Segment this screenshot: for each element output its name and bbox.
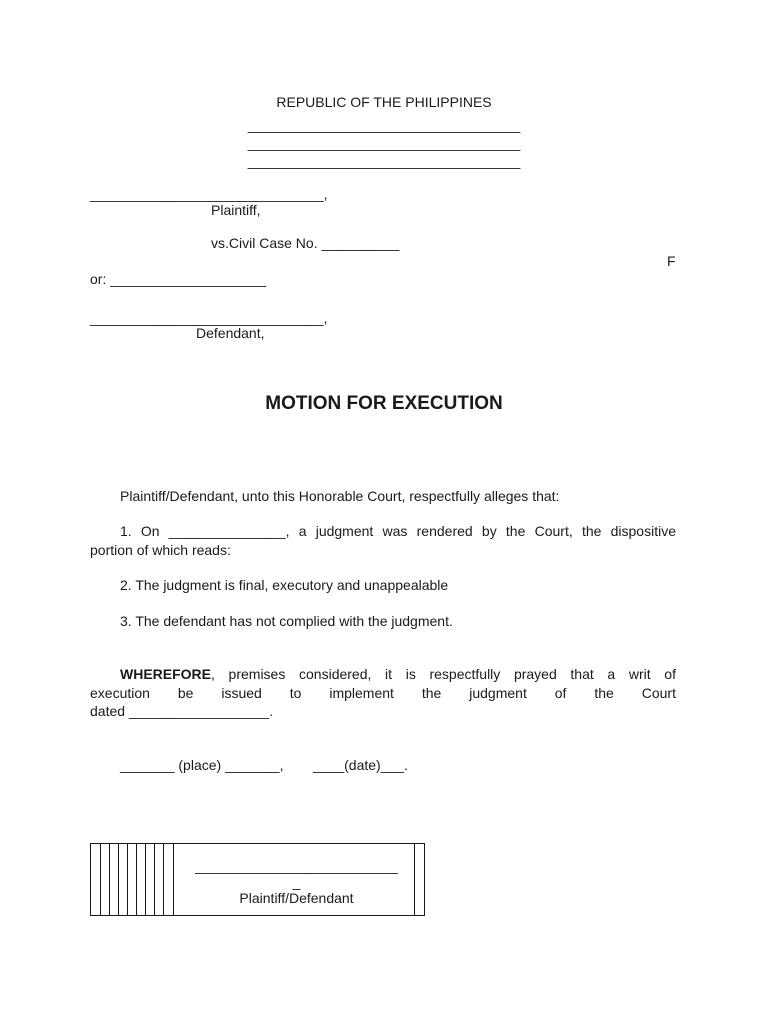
item-2: 2. The judgment is final, executory and unappealable	[120, 577, 449, 593]
item-1-line-2: portion of which reads:	[90, 542, 231, 558]
box-rule	[100, 844, 101, 915]
civil-case-number: vs.Civil Case No. __________	[211, 235, 400, 251]
box-rule	[414, 844, 415, 915]
item-3: 3. The defendant has not complied with the judgment.	[120, 613, 453, 629]
defendant-label: Defendant,	[196, 325, 265, 341]
wherefore-text-1: , premises considered, it is respectfully prayed that a writ of	[211, 666, 676, 682]
signature-box	[90, 843, 425, 916]
wherefore-keyword: WHEREFORE	[120, 666, 211, 682]
wherefore-line-3: dated __________________.	[90, 703, 273, 719]
plaintiff-name-blank: ______________________________,	[90, 186, 328, 202]
box-rule	[118, 844, 119, 915]
box-rule	[163, 844, 164, 915]
for-subject-blank: or: ____________________	[90, 271, 266, 287]
signature-label: Plaintiff/Defendant	[239, 890, 354, 906]
box-rule	[136, 844, 137, 915]
box-rule	[127, 844, 128, 915]
wherefore-line-2: execution be issued to implement the judgment of the Court	[90, 685, 676, 701]
place-blank: _______ (place) _______,	[120, 757, 284, 773]
box-rule	[109, 844, 110, 915]
signature-tick: _	[292, 874, 301, 890]
box-rule	[173, 844, 174, 915]
box-rule	[145, 844, 146, 915]
defendant-name-blank: ______________________________,	[90, 310, 328, 326]
date-blank: ____(date)___.	[313, 757, 408, 773]
court-blank-line-3: ___________________________________	[247, 153, 521, 169]
signature-line: __________________________	[195, 858, 398, 874]
box-rule	[154, 844, 155, 915]
republic-heading: REPUBLIC OF THE PHILIPPINES	[276, 94, 492, 110]
for-letter-f: F	[667, 253, 676, 269]
intro-paragraph: Plaintiff/Defendant, unto this Honorable Court, respectfully alleges that:	[120, 488, 560, 504]
wherefore-line-1	[120, 665, 676, 683]
court-blank-line-2: ___________________________________	[247, 135, 521, 151]
court-blank-line-1: ___________________________________	[247, 117, 521, 133]
document-title: MOTION FOR EXECUTION	[265, 393, 503, 414]
item-1-line-1: 1. On _______________, a judgment was rendered by the Court, the dispositive	[120, 523, 676, 539]
plaintiff-label: Plaintiff,	[211, 202, 261, 218]
